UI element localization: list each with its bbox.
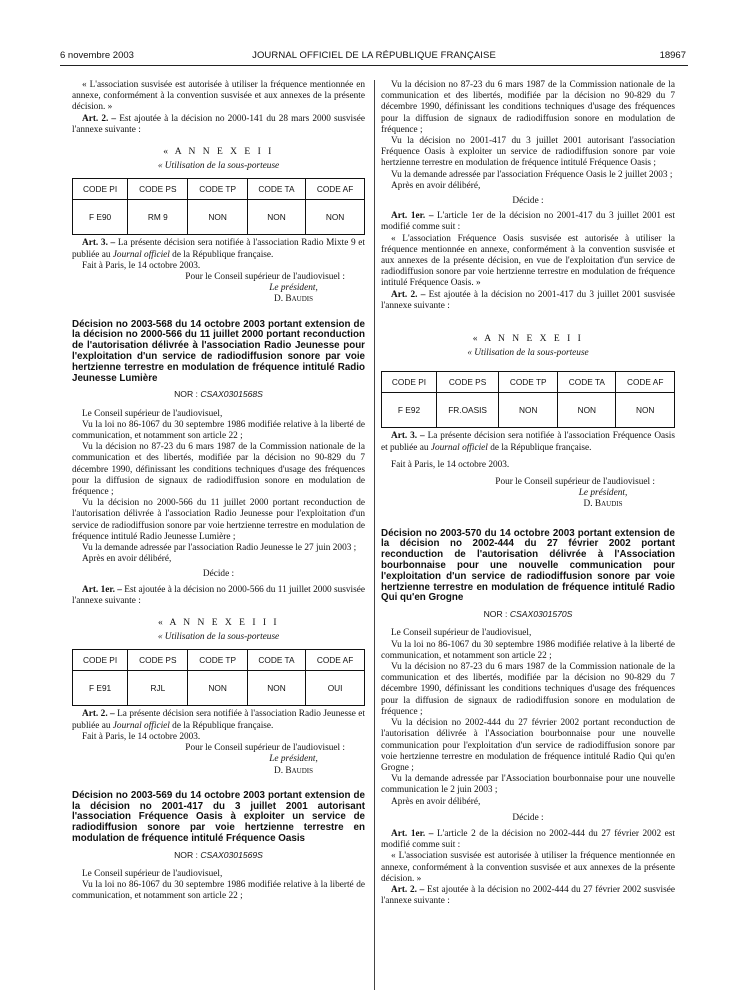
signature-name: D. Baudis [274, 294, 313, 305]
table-cell: RM 9 [128, 200, 188, 235]
paragraph: Vu la demande adressée par l'association Radio Jeunesse le 27 juin 2003 ; [82, 543, 357, 554]
signature-line: Pour le Conseil supérieur de l'audiovisuel : [495, 477, 655, 488]
quoted-paragraph: « L'association Fréquence Oasis susvisée est autorisée à utiliser la fréquence mentionnée en annexe, conformément à la convention susvisée et aux annexes de la présente décision, en vue de l'exploitation d'un service de radiodiffusion sonore par voie hertzienne terrestre en modulation de fréquence intitulé Fréquence Oasis. » [381, 233, 675, 289]
table-row [73, 671, 365, 706]
paragraph: Après en avoir délibéré, [82, 554, 172, 565]
table-header-row [382, 372, 675, 393]
table-cell: NON [499, 393, 558, 428]
table-cell: OUI [306, 671, 365, 706]
quoted-paragraph: « L'association susvisée est autorisée à utiliser la fréquence mentionnée en annexe, conformément à la convention susvisée et aux annexes de la présente décision. » [381, 851, 675, 884]
paragraph: Le Conseil supérieur de l'audiovisuel, [82, 868, 223, 879]
table-header-cell: CODE PS [436, 372, 498, 393]
table-row [73, 200, 365, 235]
table-cell: F E92 [382, 393, 437, 428]
table-header-cell: CODE TA [247, 179, 305, 200]
header-rule [60, 65, 688, 66]
paragraph: Vu la loi no 86-1067 du 30 septembre 1986 modifiée relative à la liberté de communication, et notamment son article 22 ; [72, 880, 365, 902]
nor-reference: NOR : CSAX0301569S [174, 849, 263, 860]
table-cell: NON [247, 671, 305, 706]
annex-subtitle: « Utilisation de la sous-porteuse [467, 348, 589, 359]
article-paragraph: Art. 3. – La présente décision sera notifiée à l'association Radio Mixte 9 et publiée au Journal officiel de la République française. [72, 238, 366, 260]
fait-a-paris: Fait à Paris, le 14 octobre 2003. [391, 459, 510, 470]
paragraph: Vu la demande adressée par l'association Fréquence Oasis le 2 juillet 2003 ; [391, 169, 673, 180]
article-paragraph: Art. 2. – Est ajoutée à la décision no 2002-444 du 27 février 2002 susvisée l'annexe suivante : [381, 884, 676, 907]
signature-line: Pour le Conseil supérieur de l'audiovisuel : [185, 743, 345, 754]
annex-title: « A N N E X E I I [472, 334, 584, 345]
paragraph: Le Conseil supérieur de l'audiovisuel, [82, 408, 223, 419]
article-paragraph: Art. 2. – La présente décision sera notifiée à l'association Radio Jeunesse et publiée au Journal officiel de la République française. [72, 709, 366, 731]
table-cell: FR.OASIS [436, 393, 498, 428]
annex-subtitle: « Utilisation de la sous-porteuse [157, 632, 280, 643]
annex-title: « A N N E X E I I I [157, 618, 280, 629]
article-paragraph: Art. 1er. – L'article 2 de la décision no 2002-444 du 27 février 2002 est modifié comme suit : [381, 828, 675, 851]
paragraph: Vu la loi no 86-1067 du 30 septembre 1986 modifiée relative à la liberté de communication, et notamment son article 22 ; [381, 639, 675, 661]
signature-line: Pour le Conseil supérieur de l'audiovisuel : [185, 272, 345, 283]
table-cell: RJL [128, 671, 188, 706]
decision-title: Décision no 2003-568 du 14 octobre 2003 portant extension de la décision no 2000-566 du 11 juillet 2000 portant reconduction de l'autorisation délivrée à l'association Radio Jeunesse pour l'exploitation d'un service de radiodiffusion sonore par voie hertzienne terrestre en modulation de fréquence intitulé Radio Jeunesse Lumière [72, 318, 365, 384]
signature-title: Le président, [269, 283, 318, 294]
paragraph: Vu la loi no 86-1067 du 30 septembre 1986 modifiée relative à la liberté de communication, et notamment son article 22 ; [72, 419, 365, 442]
signature-title: Le président, [578, 488, 628, 499]
header-date: 6 novembre 2003 [60, 50, 134, 61]
signature-name: D. Baudis [274, 765, 313, 776]
decide-label: Décide : [202, 569, 235, 580]
signature-name: D. Baudis [583, 499, 623, 510]
table-cell: F E90 [73, 200, 128, 235]
table-cell: NON [188, 200, 247, 235]
table-header-cell: CODE PI [73, 179, 128, 200]
article-paragraph: Art. 3. – La présente décision sera notifiée à l'association Fréquence Oasis et publiée au Journal officiel de la République française. [381, 431, 675, 453]
page-header [0, 50, 748, 64]
annex-title: « A N N E X E I I [163, 147, 274, 158]
paragraph: « L'association susvisée est autorisée à utiliser la fréquence mentionnée en annexe, conformément à la convention susvisée et aux annexes de la présente décision. » [72, 80, 365, 113]
article-paragraph: Art. 2. – Est ajoutée à la décision no 2000-141 du 28 mars 2000 susvisée l'annexe suivante : [72, 113, 366, 135]
paragraph: Vu la demande adressée par l'Association bourbonnaise pour une nouvelle communication le 2 juin 2003 ; [381, 774, 675, 796]
table-header-cell: CODE PS [128, 650, 188, 671]
paragraph: Vu la décision no 2002-444 du 27 février 2002 portant reconduction de l'autorisation délivrée à l'Association bourbonnaise pour une nouvelle communication pour l'exploitation d'un service de radiodiffusion sonore par voie hertzienne terrestre en modulation de fréquence intitulé Radio Qui qu'en Grogne ; [381, 718, 675, 773]
header-journal-title: JOURNAL OFFICIEL DE LA RÉPUBLIQUE FRANÇAISE [252, 50, 496, 61]
table-header-row [73, 179, 365, 200]
decide-label: Décide : [512, 812, 544, 823]
table-header-cell: CODE TP [188, 650, 247, 671]
annex-table [72, 178, 365, 235]
table-header-row [73, 650, 365, 671]
paragraph: Après en avoir délibéré, [391, 180, 481, 191]
nor-reference: NOR : CSAX0301568S [174, 389, 263, 400]
table-header-cell: CODE PI [382, 372, 437, 393]
annex-table [381, 371, 675, 428]
table-row [382, 393, 675, 428]
annex-table [72, 649, 365, 706]
table-cell: NON [306, 200, 365, 235]
table-header-cell: CODE AF [616, 372, 675, 393]
left-column [72, 80, 365, 903]
article-paragraph: Art. 2. – Est ajoutée à la décision no 2001-417 du 3 juillet 2001 susvisée l'annexe suivante : [381, 289, 676, 311]
article-paragraph: Art. 1er. – L'article 1er de la décision no 2001-417 du 3 juillet 2001 est modifié comme suit : [381, 211, 675, 233]
nor-reference: NOR : CSAX0301570S [483, 609, 573, 620]
right-column [381, 80, 675, 907]
table-cell: NON [616, 393, 675, 428]
table-header-cell: CODE TP [188, 179, 247, 200]
table-cell: NON [558, 393, 616, 428]
annex-subtitle: « Utilisation de la sous-porteuse [157, 161, 280, 172]
table-header-cell: CODE TA [247, 650, 305, 671]
article-paragraph: Art. 1er. – Est ajoutée à la décision no 2000-566 du 11 juillet 2000 susvisée l'annexe suivante : [72, 584, 365, 606]
paragraph: Vu la décision no 2000-566 du 11 juillet 2000 portant reconduction de l'autorisation délivrée à l'association Radio Jeunesse pour l'exploitation d'un service de radiodiffusion sonore par voie hertzienne terrestre en modulation de fréquence intitulé Radio Jeunesse Lumière ; [72, 498, 365, 542]
decision-title: Décision no 2003-569 du 14 octobre 2003 portant extension de la décision no 2001-417 du 3 juillet 2001 autorisant l'association Fréquence Oasis à exploiter un service de radiodiffusion sonore par voie hertzienne terrestre en modulation de fréquence intitulé Fréquence Oasis [72, 789, 365, 844]
table-cell: NON [247, 200, 305, 235]
paragraph: Vu la décision no 87-23 du 6 mars 1987 de la Commission nationale de la communication et des libertés, modifiée par la décision no 90-829 du 7 décembre 1990, définissant les conditions techniques d'usage des fréquences pour la diffusion de signaux de radiodiffusion sonore en modulation de fréquence ; [72, 442, 365, 498]
table-header-cell: CODE TP [499, 372, 558, 393]
fait-a-paris: Fait à Paris, le 14 octobre 2003. [82, 731, 201, 742]
table-header-cell: CODE AF [306, 179, 365, 200]
table-header-cell: CODE PS [128, 179, 188, 200]
column-separator [374, 80, 375, 990]
decide-label: Décide : [512, 196, 544, 207]
paragraph: Vu la décision no 2001-417 du 3 juillet 2001 autorisant l'association Fréquence Oasis à exploiter un service de radiodiffusion sonore par voie hertzienne terrestre en modulation de fréquence intitulé Fréquence Oasis ; [381, 136, 675, 169]
paragraph: Après en avoir délibéré, [391, 796, 481, 807]
table-cell: F E91 [73, 671, 128, 706]
paragraph: Vu la décision no 87-23 du 6 mars 1987 de la Commission nationale de la communication et des libertés, modifiée par la décision no 90-829 du 7 décembre 1990, définissant les conditions techniques d'usage des fréquences pour la diffusion de signaux de radiodiffusion sonore en modulation de fréquence ; [381, 662, 675, 717]
paragraph: Vu la décision no 87-23 du 6 mars 1987 de la Commission nationale de la communication et des libertés, modifiée par la décision no 90-829 du 7 décembre 1990, définissant les conditions techniques d'usage des fréquences pour la diffusion de signaux de radiodiffusion sonore en modulation de fréquence ; [381, 80, 675, 135]
table-cell: NON [188, 671, 247, 706]
signature-title: Le président, [269, 754, 318, 765]
fait-a-paris: Fait à Paris, le 14 octobre 2003. [82, 260, 201, 271]
paragraph: Le Conseil supérieur de l'audiovisuel, [391, 628, 532, 639]
table-header-cell: CODE PI [73, 650, 128, 671]
decision-title: Décision no 2003-570 du 14 octobre 2003 portant extension de la décision no 2002-444 du 27 février 2002 portant reconduction de l'autorisation délivrée à l'Association bourbonnaise pour une nouvelle communication pour l'exploitation d'un service de radiodiffusion sonore par voie hertzienne terrestre en modulation de fréquence intitulé Radio Qui qu'en Grogne [381, 527, 675, 604]
table-header-cell: CODE AF [306, 650, 365, 671]
header-page-number: 18967 [659, 50, 686, 61]
table-header-cell: CODE TA [558, 372, 616, 393]
